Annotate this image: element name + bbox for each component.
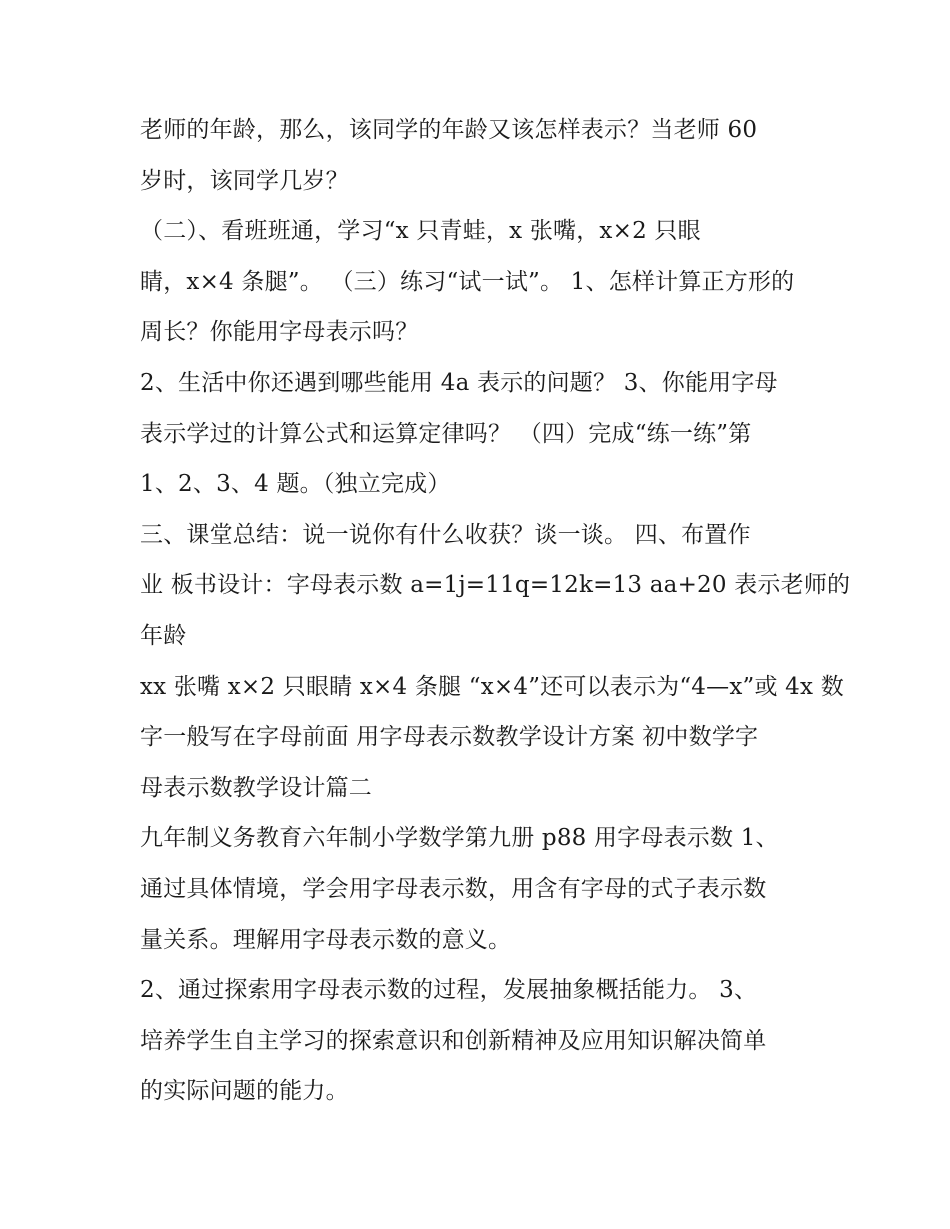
text-line: 2、生活中你还遇到哪些能用 4a 表示的问题？ 3、你能用字母: [140, 370, 778, 396]
text-line: 字一般写在字母前面 用字母表示数教学设计方案 初中数学字: [140, 724, 759, 750]
text-line: （二）、看班班通，学习“x 只青蛙，x 张嘴，x×2 只眼: [140, 218, 701, 244]
text-line: 岁时，该同学几岁？: [140, 168, 349, 194]
text-line: 周长？你能用字母表示吗？: [140, 319, 419, 345]
text-line: 表示学过的计算公式和运算定律吗？ （四）完成“练一练”第: [140, 421, 752, 447]
text-line: 的实际问题的能力。: [140, 1078, 349, 1104]
text-line: 1、2、3、4 题。（独立完成）: [140, 471, 451, 497]
text-line: 睛，x×4 条腿”。 （三）练习“试一试”。 1、怎样计算正方形的: [140, 269, 795, 295]
text-line: 年龄: [140, 623, 187, 649]
text-line: 2、通过探索用字母表示数的过程，发展抽象概括能力。 3、: [140, 977, 758, 1003]
text-line: 业 板书设计：字母表示数 a=1j=11q=12k=13 aa+20 表示老师的: [140, 572, 851, 598]
text-line: 老师的年龄，那么，该同学的年龄又该怎样表示？当老师 60: [140, 117, 758, 143]
text-line: 通过具体情境，学会用字母表示数，用含有字母的式子表示数: [140, 876, 767, 902]
text-line: 九年制义务教育六年制小学数学第九册 p88 用字母表示数 1、: [140, 825, 779, 851]
text-line: 三、课堂总结：说一说你有什么收获？谈一谈。 四、布置作: [140, 522, 751, 548]
text-line: xx 张嘴 x×2 只眼睛 x×4 条腿 “x×4”还可以表示为“4—x”或 4x 数: [140, 674, 844, 700]
text-line: 母表示数教学设计篇二: [140, 775, 372, 801]
text-line: 量关系。理解用字母表示数的意义。: [140, 927, 512, 953]
text-line: 培养学生自主学习的探索意识和创新精神及应用知识解决简单: [140, 1028, 767, 1054]
